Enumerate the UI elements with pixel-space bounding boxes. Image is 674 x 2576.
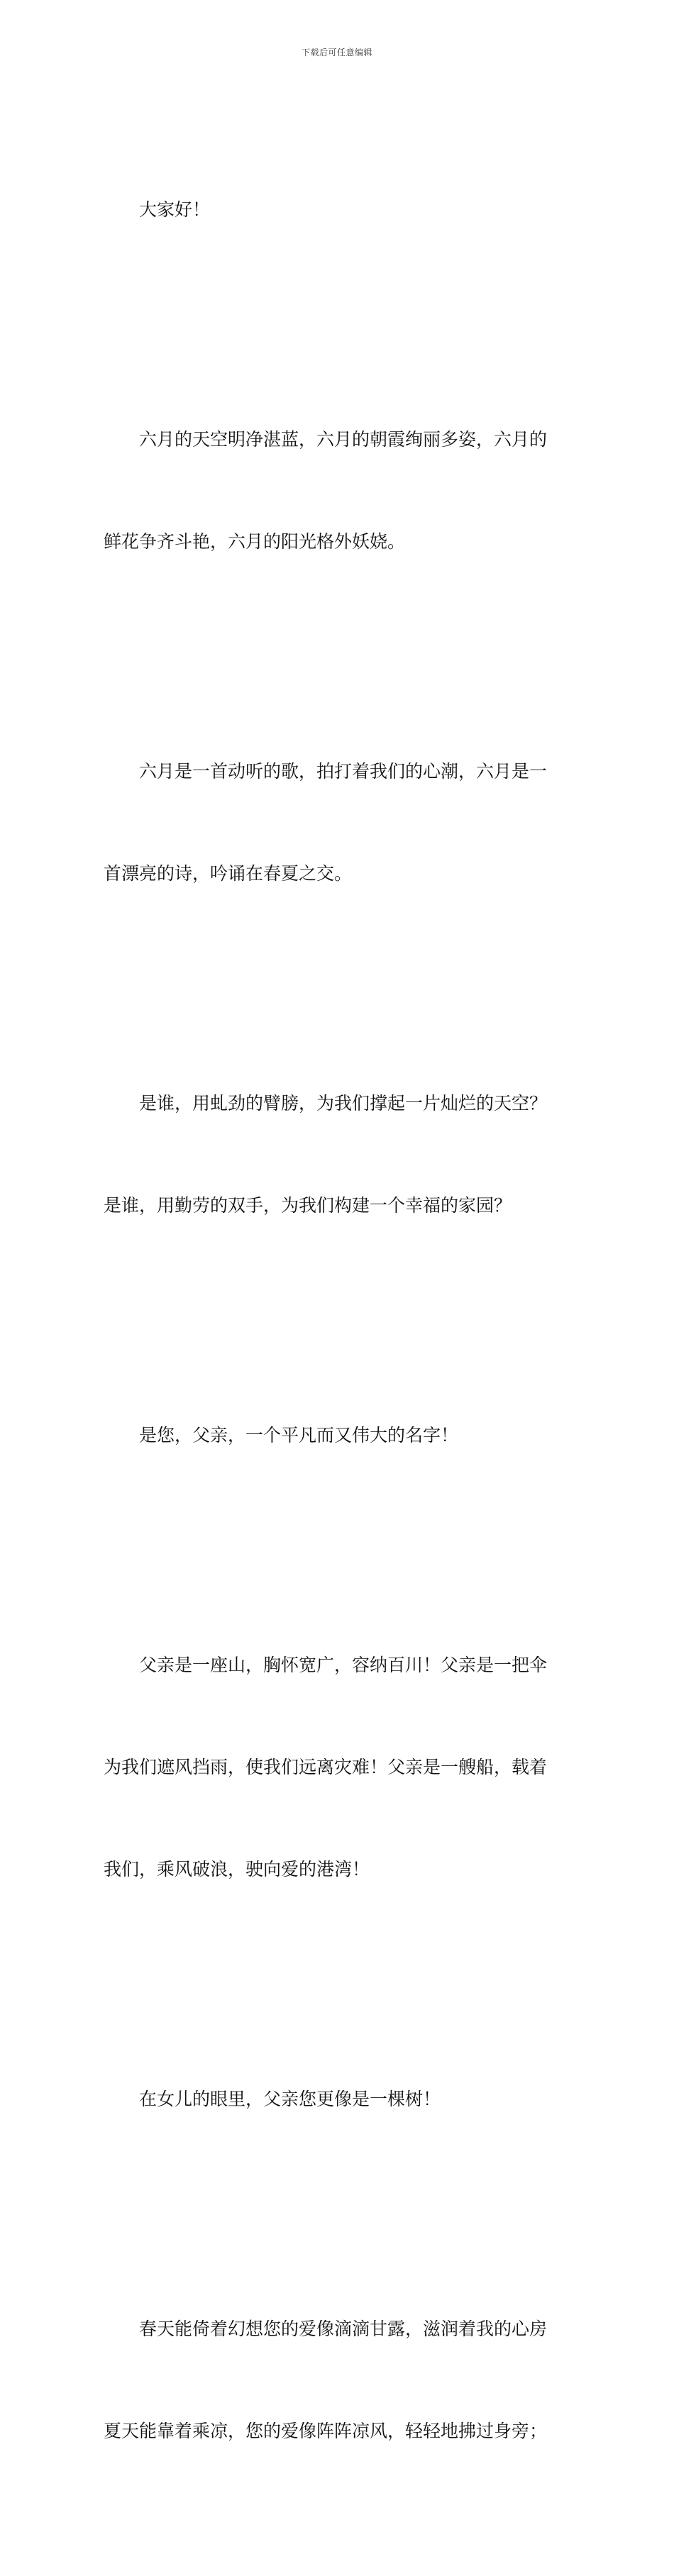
paragraph-line: 是谁，用勤劳的双手，为我们构建一个幸福的家园？ [104, 1195, 512, 1216]
paragraph-line: 是谁，用虬劲的臂膀，为我们撑起一片灿烂的天空？ [139, 1093, 548, 1114]
paragraph-line: 是您，父亲，一个平凡而又伟大的名字！ [139, 1425, 459, 1445]
paragraph-line: 我们，乘风破浪，驶向爱的港湾！ [104, 1859, 370, 1880]
paragraph-line: 为我们遮风挡雨，使我们远离灾难！父亲是一艘船，载着 [104, 1757, 548, 1777]
paragraph-line: 夏天能靠着乘凉，您的爱像阵阵凉风，轻轻地拂过身旁； [104, 2421, 548, 2441]
paragraph-line: 父亲是一座山，胸怀宽广，容纳百川！父亲是一把伞 [139, 1655, 548, 1675]
paragraph-line: 首漂亮的诗，吟诵在春夏之交。 [104, 863, 353, 884]
paragraph-line: 大家好！ [139, 199, 211, 220]
paragraph-father-mountain [104, 1580, 575, 1955]
paragraph-father-name [104, 1350, 575, 1521]
document-body [104, 125, 575, 2576]
paragraph-greeting [104, 125, 575, 295]
paragraph-line: 六月是一首动听的歌，拍打着我们的心潮，六月是一 [139, 761, 548, 782]
page-header-note: 下载后可任意编辑 [301, 48, 372, 57]
paragraph-daughter-eyes [104, 2014, 575, 2184]
paragraph-line: 六月的天空明净湛蓝，六月的朝霞绚丽多姿，六月的 [139, 429, 548, 450]
paragraph-who [104, 1018, 575, 1291]
paragraph-line: 在女儿的眼里，父亲您更像是一棵树！ [139, 2089, 441, 2109]
paragraph-line: 春天能倚着幻想您的爱像滴滴甘露，滋润着我的心房 [139, 2319, 548, 2339]
paragraph-june-song [104, 687, 575, 959]
paragraph-seasons [104, 2244, 575, 2516]
paragraph-line: 鲜花争齐斗艳，六月的阳光格外妖娆。 [104, 531, 406, 552]
paragraph-june-sky [104, 355, 575, 627]
